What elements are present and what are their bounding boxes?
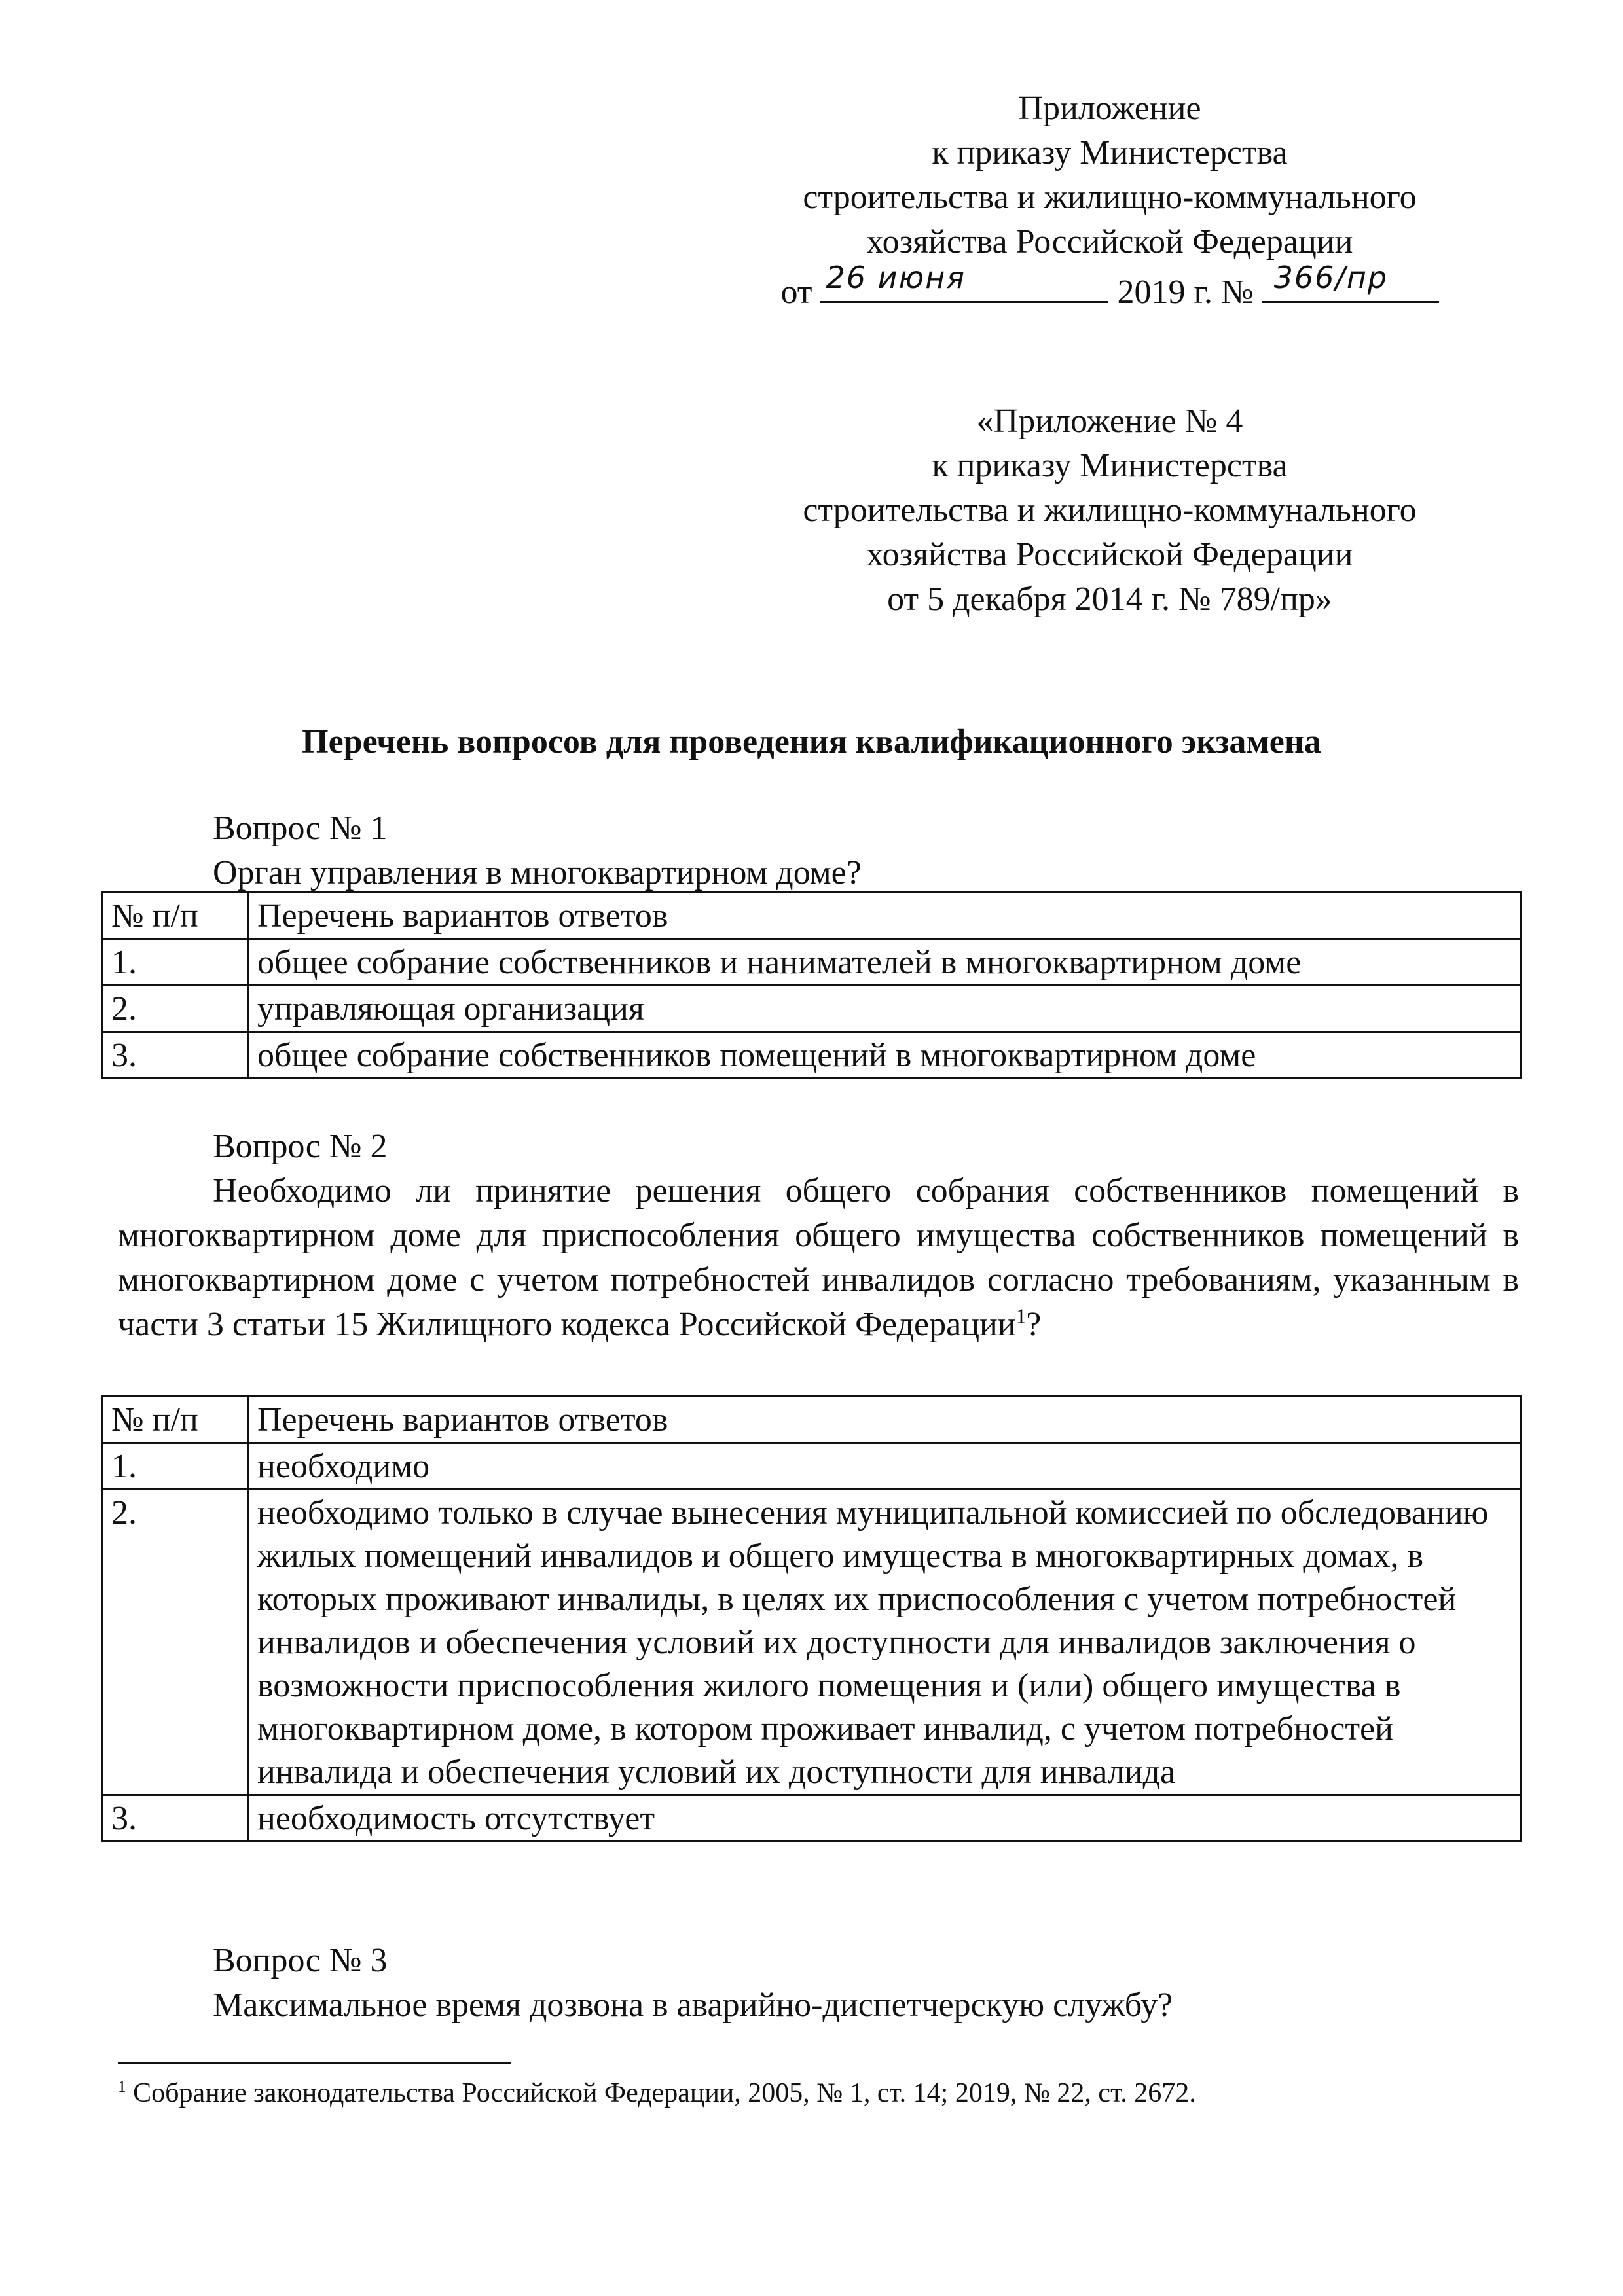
header-num: № п/п [103,1397,249,1443]
appendix4-header [733,399,1486,622]
appendix4-line: строительства и жилищно-коммунального [803,492,1417,529]
answer-text: общее собрание собственников помещений в многоквартирном доме [249,1032,1522,1079]
appendix-line: к приказу Министерства [932,134,1288,171]
appendix4-line: хозяйства Российской Федерации [866,536,1353,573]
footnote-mark: 1 [118,2078,126,2096]
table-row [103,986,1522,1032]
answer-num: 3. [103,1795,249,1842]
question-2-text [118,1169,1519,1347]
answer-text: необходимо только в случае вынесения муниципальной комиссией по обследованию жилых помещений инвалидов и общего имущества в многоквартирных домах, в которых проживают инвалиды, в целях их приспособления с учетом потребностей инвалидов и обеспечения условий их доступности для инвалидов заключения о возможности приспособления жилого помещения и (или) общего имущества в многоквартирном доме, в котором проживает инвалид, с учетом потребностей инвалида и обеспечения условий их доступности для инвалида [249,1490,1522,1795]
appendix4-line: «Приложение № 4 [976,403,1243,440]
question-1-label: Вопрос № 1 [213,810,388,847]
footnote [118,2075,1196,2111]
question-3-label: Вопрос № 3 [213,1942,388,1979]
header-options: Перечень вариантов ответов [249,1397,1522,1443]
answer-text: управляющая организация [249,986,1522,1032]
question-2-end: ? [1026,1306,1042,1343]
order-date-line [733,260,1486,315]
table-row [103,1795,1522,1842]
table-row [103,1032,1522,1079]
table-header-row [103,1397,1522,1443]
appendix-line: Приложение [1018,90,1201,127]
appendix-line: строительства и жилищно-коммунального [803,179,1417,216]
answer-num: 2. [103,1490,249,1795]
appendix4-line: от 5 декабря 2014 г. № 789/пр» [887,581,1332,618]
year-text: 2019 г. № [1117,274,1254,311]
appendix4-line: к приказу Министерства [932,447,1288,484]
question-1-answers-table [101,891,1522,1079]
answer-text: общее собрание собственников и нанимателей в многоквартирном доме [249,939,1522,986]
table-row [103,1490,1522,1795]
number-blank [1262,260,1439,303]
table-header-row [103,893,1522,939]
footnote-ref: 1 [1015,1304,1027,1328]
footnote-divider [118,2062,511,2064]
document-title: Перечень вопросов для проведения квалификационного экзамена [302,723,1321,761]
header-options: Перечень вариантов ответов [249,893,1522,939]
answer-text: необходимость отсутствует [249,1795,1522,1842]
question-2-body: Необходимо ли принятие решения общего собрания собственников помещений в многоквартирном доме для приспособления общего имущества собственников помещений в многоквартирном доме с учетом потребностей инвалидов согласно требованиям, указанным в части 3 статьи 15 Жилищного кодекса Российской Федерации [118,1172,1519,1343]
date-prefix: от [780,274,812,311]
question-2-label: Вопрос № 2 [213,1128,388,1165]
appendix-header [733,86,1486,315]
answer-text: необходимо [249,1443,1522,1490]
answer-num: 1. [103,939,249,986]
question-3-text: Максимальное время дозвона в аварийно-диспетчерскую службу? [213,1986,1173,2024]
date-blank [820,260,1108,303]
table-row [103,939,1522,986]
table-row [103,1443,1522,1490]
question-1-text: Орган управления в многоквартирном доме? [213,854,862,891]
handwritten-number: 366/пр [1273,260,1389,295]
question-2-answers-table [101,1395,1522,1842]
footnote-text: Собрание законодательства Российской Федерации, 2005, № 1, ст. 14; 2019, № 22, ст. 2672. [133,2078,1196,2108]
answer-num: 2. [103,986,249,1032]
handwritten-date: 26 июня [826,260,966,295]
answer-num: 3. [103,1032,249,1079]
appendix-line: хозяйства Российской Федерации [866,223,1353,260]
answer-num: 1. [103,1443,249,1490]
header-num: № п/п [103,893,249,939]
